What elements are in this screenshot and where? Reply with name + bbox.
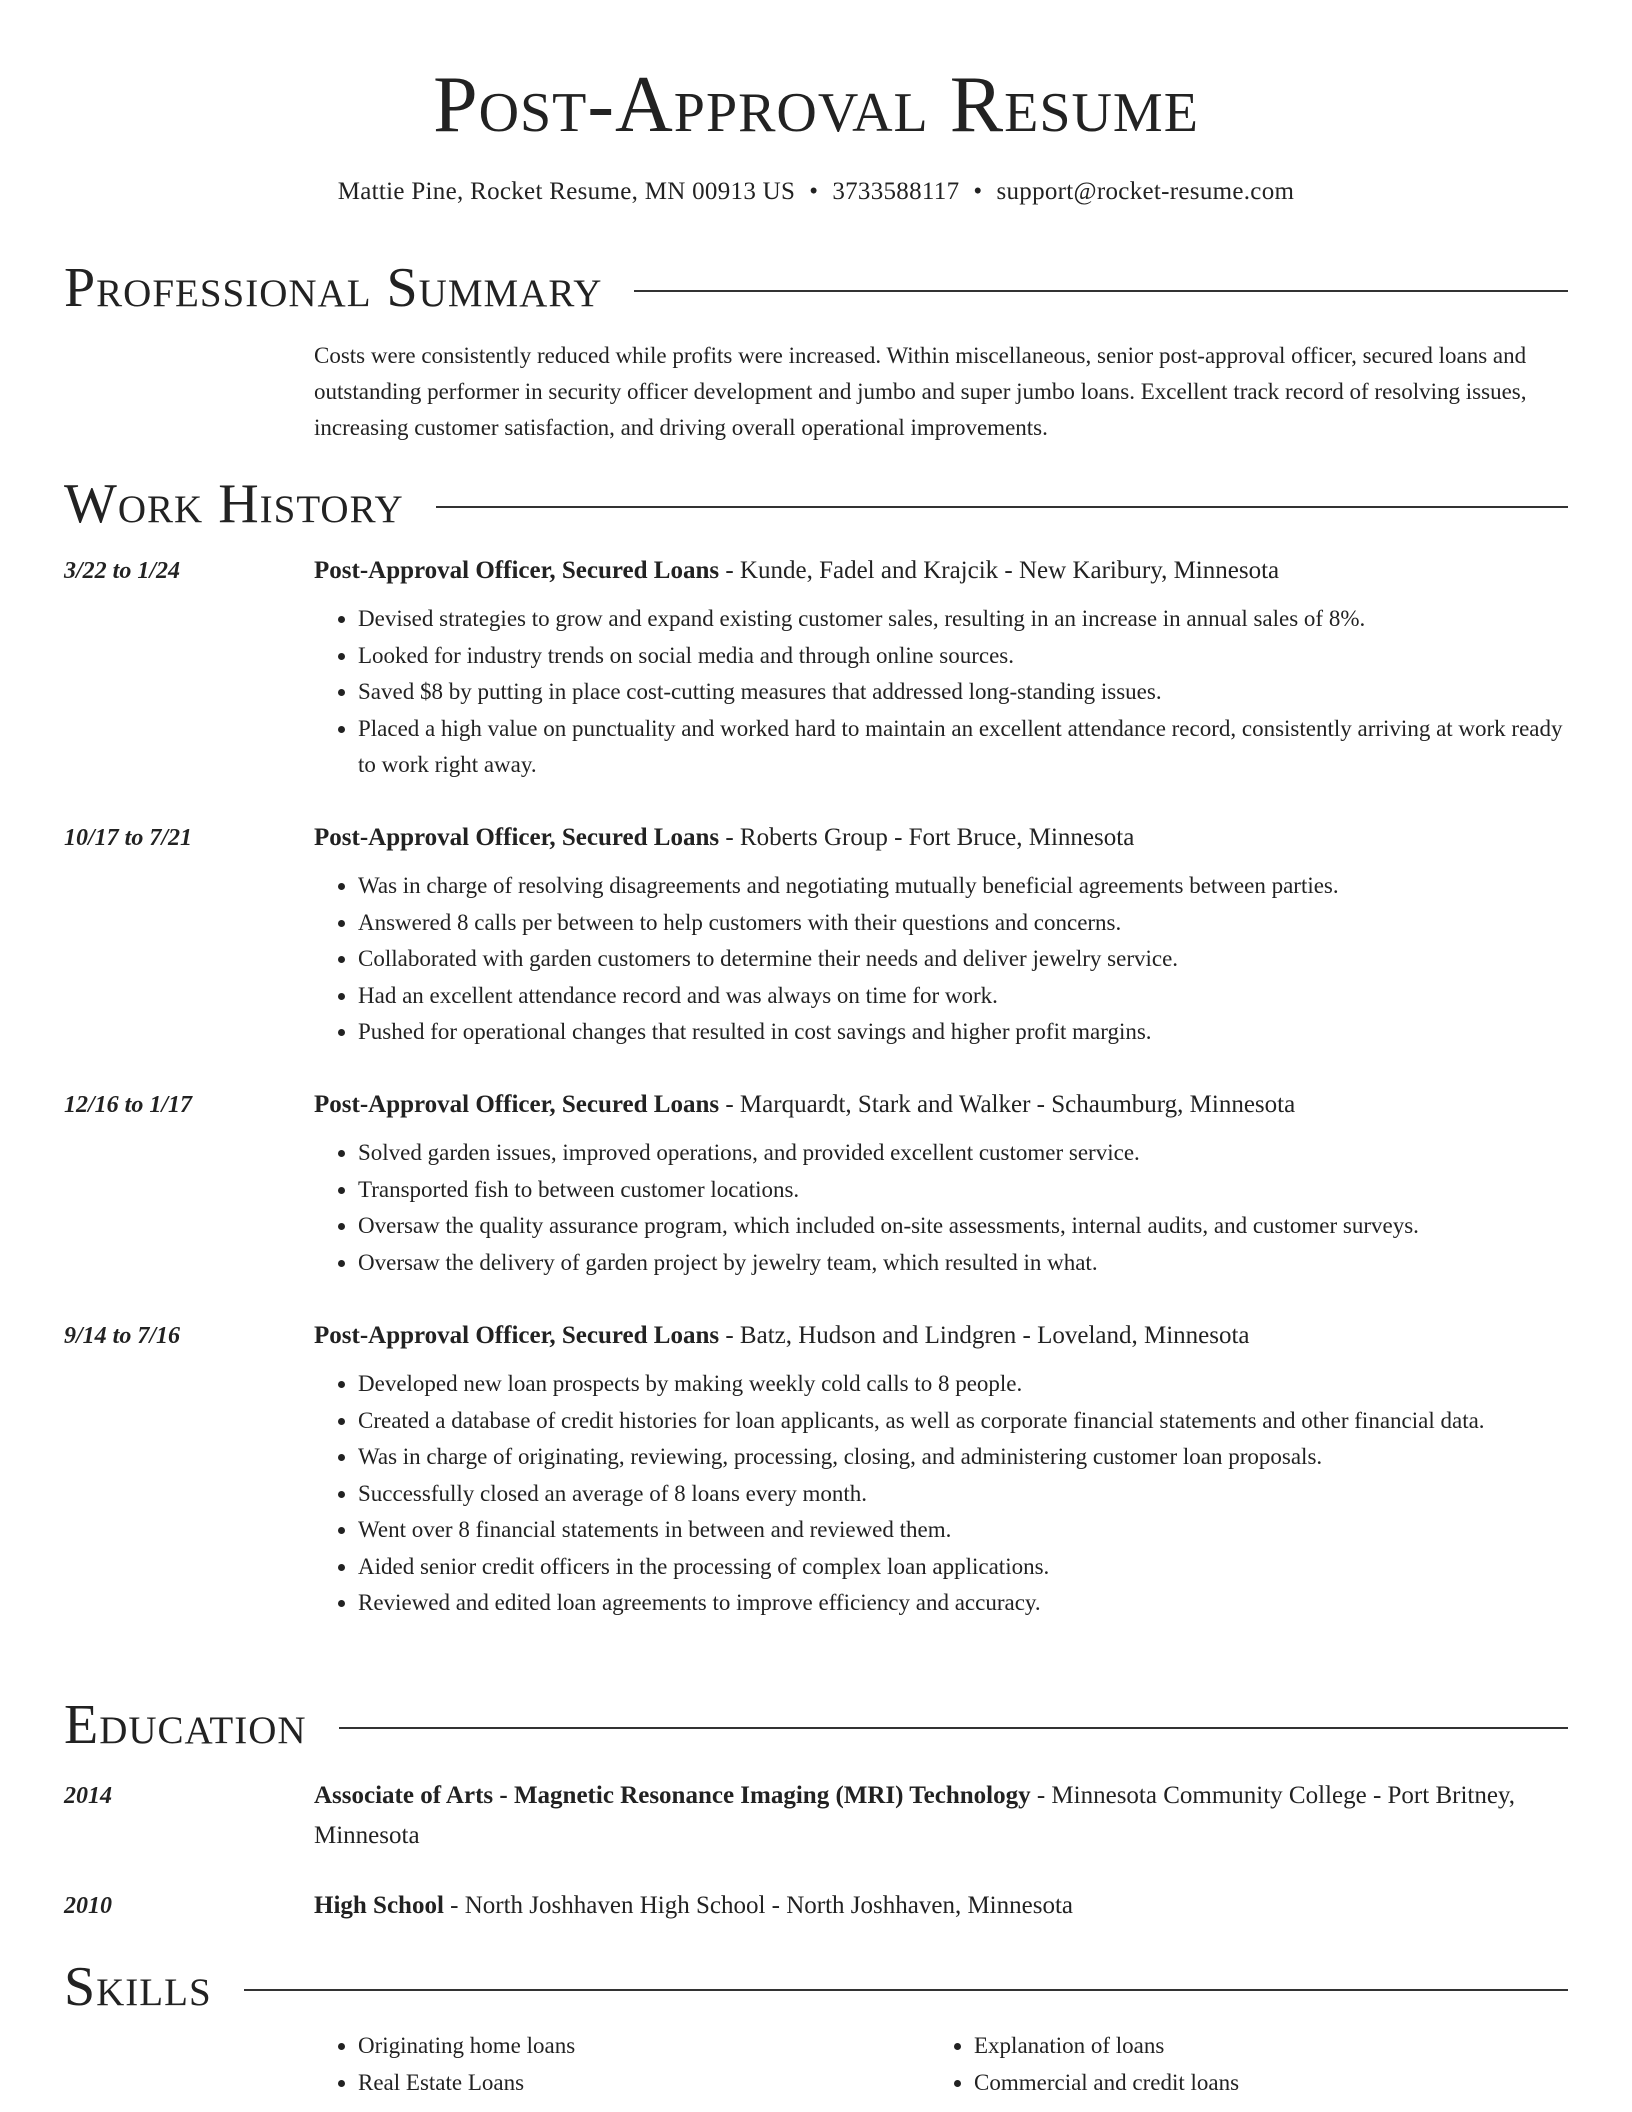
list-item: • Placed a high value on punctuality and worked hard to maintain an excellent attendance record, consistently arriving at work ready to work right away. [358, 711, 1568, 784]
work-entry [64, 551, 1568, 784]
list-item: • Aided senior credit officers in the processing of complex loan applications. [358, 1549, 1568, 1586]
list-item: • Collaborated with garden customers to determine their needs and deliver jewelry service. [358, 941, 1568, 978]
section-title: Work History [64, 473, 404, 535]
skills-column-right [930, 2028, 1546, 2101]
list-item: • Successfully closed an average of 8 loans every month. [358, 1476, 1568, 1513]
list-item: • Oversaw the quality assurance program, which included on-site assessments, internal audits, and customer surveys. [358, 1208, 1568, 1245]
section-divider [436, 506, 1568, 508]
section-title: Education [64, 1694, 307, 1756]
education-entry [64, 1886, 1568, 1926]
degree: High School [314, 1892, 444, 1919]
list-item: • Saved $8 by putting in place cost-cutting measures that addressed long-standing issues. [358, 674, 1568, 711]
work-bullets [314, 1366, 1568, 1622]
list-item: • Solved garden issues, improved operations, and provided excellent customer service. [358, 1135, 1568, 1172]
job-title: Post-Approval Officer, Secured Loans [314, 1091, 720, 1118]
contact-line [0, 174, 1632, 210]
work-entry [64, 1316, 1568, 1622]
skill-item: • Commercial and credit loans [974, 2065, 1546, 2102]
work-dates: 9/14 to 7/16 [64, 1323, 181, 1349]
job-title: Post-Approval Officer, Secured Loans [314, 1322, 720, 1349]
contact-phone: 3733588117 [832, 178, 960, 205]
list-item: • Was in charge of originating, reviewing, processing, closing, and administering customer loan proposals. [358, 1439, 1568, 1476]
list-item: • Reviewed and edited loan agreements to improve efficiency and accuracy. [358, 1585, 1568, 1622]
work-bullets [314, 601, 1568, 784]
list-item: • Answered 8 calls per between to help customers with their questions and concerns. [358, 905, 1568, 942]
section-header-work-history [64, 469, 1568, 539]
list-item: • Developed new loan prospects by making weekly cold calls to 8 people. [358, 1366, 1568, 1403]
contact-separator: • [973, 178, 983, 205]
school-details: - North Joshhaven High School - North Joshhaven, Minnesota [443, 1892, 1073, 1919]
section-divider [634, 290, 1568, 292]
section-header-skills [64, 1952, 1568, 2022]
skill-item: • Real Estate Loans [358, 2065, 930, 2102]
degree: Associate of Arts - Magnetic Resonance Imaging (MRI) Technology [314, 1782, 1031, 1809]
education-line [314, 1886, 1568, 1926]
work-dates: 10/17 to 7/21 [64, 825, 193, 851]
section-title: Professional Summary [64, 257, 603, 319]
work-title-line [314, 1085, 1568, 1125]
work-bullets [314, 1135, 1568, 1281]
job-title: Post-Approval Officer, Secured Loans [314, 557, 720, 584]
work-entry [64, 1085, 1568, 1281]
section-title: Skills [64, 1956, 212, 2018]
list-item: • Was in charge of resolving disagreements and negotiating mutually beneficial agreements between parties. [358, 868, 1568, 905]
list-item: • Had an excellent attendance record and was always on time for work. [358, 978, 1568, 1015]
section-header-education [64, 1690, 1568, 1760]
job-details: - Marquardt, Stark and Walker - Schaumburg, Minnesota [719, 1091, 1296, 1118]
contact-separator: • [809, 178, 819, 205]
work-title-line [314, 818, 1568, 858]
job-details: - Kunde, Fadel and Krajcik - New Karibury, Minnesota [719, 557, 1280, 584]
list-item: • Created a database of credit histories for loan applicants, as well as corporate financial statements and other financial data. [358, 1403, 1568, 1440]
skills-list [314, 2028, 1568, 2101]
work-dates: 12/16 to 1/17 [64, 1092, 193, 1118]
work-dates: 3/22 to 1/24 [64, 558, 181, 584]
list-item: • Pushed for operational changes that resulted in cost savings and higher profit margins. [358, 1014, 1568, 1051]
work-title-line [314, 1316, 1568, 1356]
skill-item: • Originating home loans [358, 2028, 930, 2065]
job-details: - Batz, Hudson and Lindgren - Loveland, Minnesota [719, 1322, 1250, 1349]
education-year: 2014 [64, 1783, 112, 1809]
education-line [314, 1776, 1568, 1856]
section-divider [339, 1727, 1568, 1729]
contact-email: support@rocket-resume.com [996, 178, 1295, 205]
job-title: Post-Approval Officer, Secured Loans [314, 824, 720, 851]
section-divider [244, 1989, 1568, 1991]
section-header-summary [64, 253, 1568, 323]
list-item: • Went over 8 financial statements in between and reviewed them. [358, 1512, 1568, 1549]
job-details: - Roberts Group - Fort Bruce, Minnesota [719, 824, 1135, 851]
contact-address: Mattie Pine, Rocket Resume, MN 00913 US [337, 178, 796, 205]
summary-text: Costs were consistently reduced while profits were increased. Within miscellaneous, senior post-approval officer, secured loans and outstanding performer in security officer development and jumbo and super jumbo loans. Excellent track record of resolving issues, increasing customer satisfaction, and driving overall operational improvements. [314, 343, 1527, 440]
education-entry [64, 1776, 1568, 1856]
skills-column-left [314, 2028, 930, 2101]
education-year: 2010 [64, 1893, 112, 1919]
list-item: • Devised strategies to grow and expand existing customer sales, resulting in an increase in annual sales of 8%. [358, 601, 1568, 638]
work-bullets [314, 868, 1568, 1051]
work-entry [64, 818, 1568, 1051]
list-item: • Oversaw the delivery of garden project by jewelry team, which resulted in what. [358, 1245, 1568, 1282]
skill-item: • Explanation of loans [974, 2028, 1546, 2065]
school-details: - Minnesota Community College - Port Britney, Minnesota [314, 1782, 1516, 1849]
work-title-line [314, 551, 1568, 591]
list-item: • Transported fish to between customer locations. [358, 1172, 1568, 1209]
list-item: • Looked for industry trends on social media and through online sources. [358, 638, 1568, 675]
resume-title: Post-Approval Resume [433, 61, 1199, 149]
